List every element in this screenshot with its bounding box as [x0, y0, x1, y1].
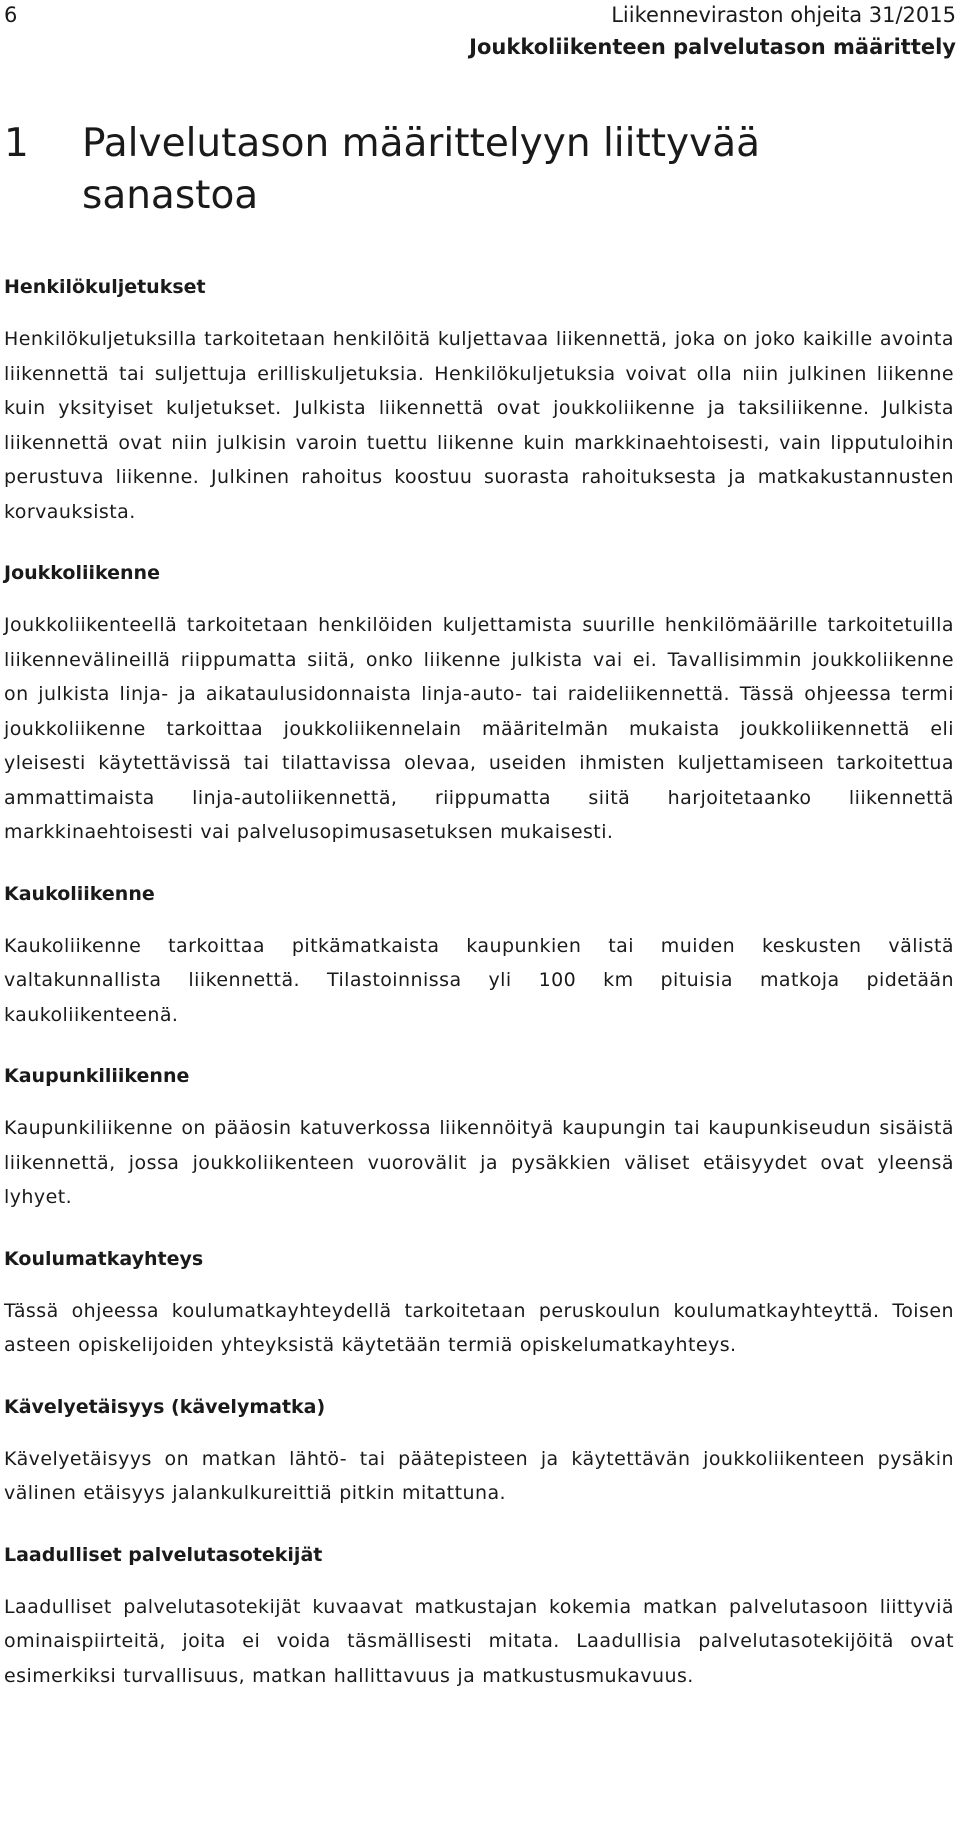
term-heading: Laadulliset palvelutasotekijät: [4, 1543, 323, 1566]
term-heading: Kaukoliikenne: [4, 882, 155, 905]
term-definition: Kaukoliikenne tarkoittaa pitkämatkaista kaupunkien tai muiden keskusten välistä valtakunnallista liikennettä. Tilastoinnissa yli 100 km pituisia matkoja pidetään kaukoliikenteenä.: [4, 934, 954, 1026]
term-heading: Kävelyetäisyys (kävelymatka): [4, 1395, 326, 1418]
chapter-title: Palvelutason määrittelyyn liittyvää sanastoa: [82, 121, 761, 218]
term-definition: Kaupunkiliikenne on pääosin katuverkossa liikennöityä kaupungin tai kaupunkiseudun sisäistä liikennettä, jossa joukkoliikenteen vuorovälit ja pysäkkien väliset etäisyydet ovat yleensä lyhyet.: [4, 1117, 954, 1208]
term-heading: Kaupunkiliikenne: [4, 1065, 190, 1087]
term-henkilokuljetukset: [4, 276, 954, 529]
term-definition: Kävelyetäisyys on matkan lähtö- tai päätepisteen ja käytettävän joukkoliikenteen pysäkin välinen etäisyys jalankulkureittiä pitkin mitattuna.: [4, 1447, 954, 1504]
page-number: 6: [4, 3, 18, 27]
term-heading: Henkilökuljetukset: [4, 276, 206, 298]
term-kavelyetaisyys: [4, 1396, 954, 1511]
term-definition: Joukkoliikenteellä tarkoitetaan henkilöiden kuljettamista suurille henkilömäärille tarkoitetuilla liikennevälineillä riippumatta siitä, onko liikenne julkista vai ei. Tavallisimmin joukkoliikenne on julkista linja- ja aikataulusidonnaista linja-auto- tai raideliikennettä. Tässä ohjeessa termi joukkoliikenne tarkoittaa joukkoliikennelain määritelmän mukaista joukkoliikennettä eli yleisesti käytettävissä tai tilattavissa olevaa, useiden ihmisten kuljettamiseen tarkoitettua ammattimaista linja-autoliikennettä, riippumatta siitä harjoitetaanko liikennettä markkinaehtoisesti vai palvelusopimusasetuksen mukaisesti.: [4, 614, 954, 843]
term-heading: Koulumatkayhteys: [4, 1247, 204, 1270]
chapter-heading: [4, 118, 944, 222]
term-definition: Laadulliset palvelutasotekijät kuvaavat matkustajan kokemia matkan palvelutasoon liittyviä ominaispiirteitä, joita ei voida täsmällisesti mitata. Laadullisia palvelutasotekijöitä ovat esimerkiksi turvallisuus, matkan hallittavuus ja matkustusmukavuus.: [4, 1595, 954, 1687]
document-title: Joukkoliikenteen palvelutason määrittely: [469, 35, 956, 59]
term-kaukoliikenne: [4, 883, 954, 1033]
term-heading: Joukkoliikenne: [4, 562, 160, 584]
term-joukkoliikenne: [4, 562, 954, 850]
term-koulumatkayhteys: [4, 1248, 954, 1363]
term-kaupunkiliikenne: [4, 1065, 954, 1215]
chapter-number: 1: [4, 121, 29, 166]
series-title: Liikenneviraston ohjeita 31/2015: [611, 3, 956, 27]
term-definition: Henkilökuljetuksilla tarkoitetaan henkilöitä kuljettavaa liikennettä, joka on joko kaikille avointa liikennettä tai suljettuja erilliskuljetuksia. Henkilökuljetuksia voivat olla niin julkinen liikenne kuin yksityiset kuljetukset. Julkista liikennettä ovat joukkoliikenne ja taksiliikenne. Julkista liikennettä ovat niin julkisin varoin tuettu liikenne kuin markkinaehtoisesti, vain lipputuloihin perustuva liikenne. Julkinen rahoitus koostuu suorasta rahoituksesta ja matkakustannusten korvauksista.: [4, 328, 954, 523]
glossary: [4, 276, 954, 1726]
header-titles: [469, 0, 956, 64]
term-laadulliset-palvelutasotekijat: [4, 1544, 954, 1694]
running-header: [4, 0, 956, 70]
term-definition: Tässä ohjeessa koulumatkayhteydellä tarkoitetaan peruskoulun koulumatkayhteyttä. Toisen asteen opiskelijoiden yhteyksistä käytetään termiä opiskelumatkayhteys.: [4, 1299, 954, 1356]
